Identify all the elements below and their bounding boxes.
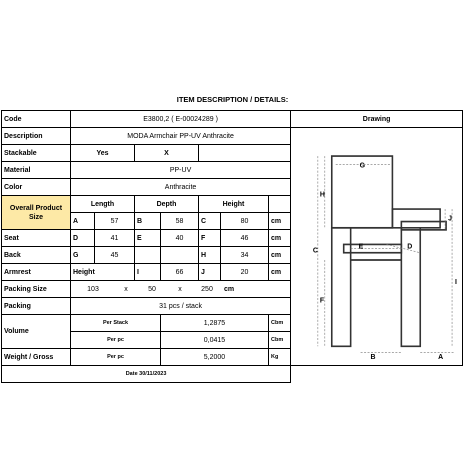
spec-table <box>1 110 463 383</box>
armrest-unit: cm <box>269 264 291 281</box>
volume-per-stack-value: 1,2875 <box>161 315 269 332</box>
volume-unit-1: Cbm <box>269 315 291 332</box>
material-label: Material <box>2 162 71 179</box>
weight-label: Weight / Gross <box>2 349 71 366</box>
back-g-label: G <box>71 247 95 264</box>
length-header: Length <box>71 196 135 213</box>
back-label: Back <box>2 247 71 264</box>
date-stamp: Date 30/11/2023 <box>2 366 291 383</box>
back-g-value: 45 <box>95 247 135 264</box>
packing-size-length: 103 <box>87 285 99 293</box>
label-c: C <box>312 246 319 255</box>
overall-a-label: A <box>71 213 95 230</box>
back-unit: cm <box>269 247 291 264</box>
description-value: MODA Armchair PP-UV Anthracite <box>71 128 291 145</box>
stackable-mark: X <box>135 145 199 162</box>
overall-b-value: 58 <box>161 213 199 230</box>
weight-unit: Kg <box>269 349 291 366</box>
label-h: H <box>319 190 325 199</box>
packing-size-sep-1: x <box>124 285 128 293</box>
volume-unit-2: Cbm <box>269 332 291 349</box>
volume-label: Volume <box>2 315 71 349</box>
stackable-yes: Yes <box>71 145 135 162</box>
overall-a-value: 57 <box>95 213 135 230</box>
armrest-j-value: 20 <box>221 264 269 281</box>
label-j: J <box>448 214 453 223</box>
armrest-j-label: J <box>199 264 221 281</box>
back-blank-2 <box>161 247 199 264</box>
label-f: F <box>319 296 325 305</box>
armchair-drawing <box>291 128 462 365</box>
armrest-i-label: I <box>135 264 161 281</box>
label-b: B <box>370 352 376 361</box>
color-label: Color <box>2 179 71 196</box>
overall-c-label: C <box>199 213 221 230</box>
packing-value: 31 pcs / stack <box>71 298 291 315</box>
height-header: Height <box>199 196 269 213</box>
volume-per-pc-value: 0,0415 <box>161 332 269 349</box>
overall-b-label: B <box>135 213 161 230</box>
packing-size-label: Packing Size <box>2 281 71 298</box>
weight-per-pc-value: 5,2000 <box>161 349 269 366</box>
label-g: G <box>359 161 366 170</box>
description-label: Description <box>2 128 71 145</box>
color-value: Anthracite <box>71 179 291 196</box>
overall-unit: cm <box>269 213 291 230</box>
seat-e-value: 40 <box>161 230 199 247</box>
overall-c-value: 80 <box>221 213 269 230</box>
back-blank-1 <box>135 247 161 264</box>
label-d: D <box>407 242 413 251</box>
seat-e-label: E <box>135 230 161 247</box>
seat-f-label: F <box>199 230 221 247</box>
packing-size-unit: cm <box>223 285 235 293</box>
armrest-i-value: 66 <box>161 264 199 281</box>
stackable-label: Stackable <box>2 145 71 162</box>
volume-per-stack-label: Per Stack <box>71 315 161 332</box>
back-h-value: 34 <box>221 247 269 264</box>
label-a: A <box>438 352 444 361</box>
volume-per-pc-label: Per pc <box>71 332 161 349</box>
packing-size-sep-2: x <box>178 285 182 293</box>
seat-unit: cm <box>269 230 291 247</box>
page-title: ITEM DESCRIPTION / DETAILS: <box>176 95 289 104</box>
packing-size-value <box>71 281 291 298</box>
drawing-header: Drawing <box>291 111 463 128</box>
back-h-label: H <box>199 247 221 264</box>
seat-d-value: 41 <box>95 230 135 247</box>
packing-size-height: 250 <box>201 285 213 293</box>
packing-label: Packing <box>2 298 71 315</box>
seat-f-value: 46 <box>221 230 269 247</box>
stackable-no <box>199 145 291 162</box>
weight-per-pc-label: Per pc <box>71 349 161 366</box>
header-blank <box>269 196 291 213</box>
armrest-label: Armrest <box>2 264 71 281</box>
seat-d-label: D <box>71 230 95 247</box>
code-value: E3800,2 ( E-00024289 ) <box>71 111 291 128</box>
seat-label: Seat <box>2 230 71 247</box>
material-value: PP-UV <box>71 162 291 179</box>
armrest-height-label: Height <box>71 264 135 281</box>
code-label: Code <box>2 111 71 128</box>
label-e: E <box>358 242 364 251</box>
label-i: I <box>455 277 458 286</box>
overall-size-label: Overall Product Size <box>2 196 71 230</box>
depth-header: Depth <box>135 196 199 213</box>
packing-size-depth: 50 <box>148 285 156 293</box>
drawing-cell <box>291 128 463 366</box>
